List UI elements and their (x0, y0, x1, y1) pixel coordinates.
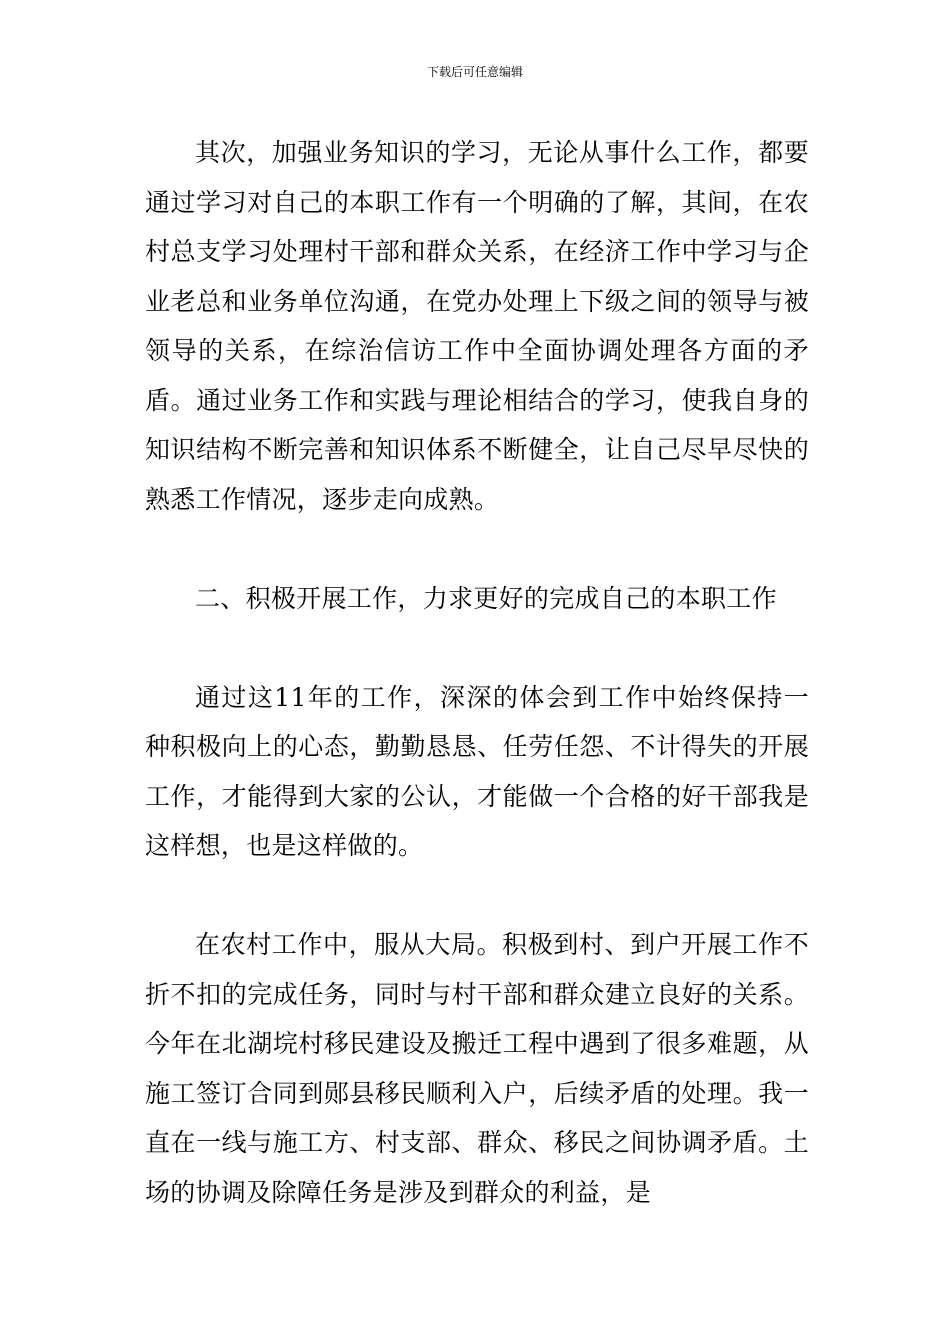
paragraph-gap (145, 623, 809, 673)
section-heading-2: 二、积极开展工作，力求更好的完成自己的本职工作 (195, 583, 777, 613)
document-body (145, 128, 809, 1217)
paragraph-rural-work: 在农村工作中，服从大局。积极到村、到户开展工作不折不扣的完成任务，同时与村干部和群众建立良好的关系。今年在北湖垸村移民建设及搬迁工程中遇到了很多难题，从施工签订合同到郧县移民顺利入户，后续矛盾的处理。我一直在一线与施工方、村支部、群众、移民之间协调矛盾。土场的协调及除障任务是涉及到群众的利益，是 (145, 930, 809, 1207)
paragraph-attitude: 通过这11年的工作，深深的体会到工作中始终保持一种积极向上的心态，勤勤恳恳、任劳任怨、不计得失的开展工作，才能得到大家的公认，才能做一个合格的好干部我是这样想，也是这样做的。 (145, 682, 809, 860)
paragraph-gap (145, 524, 809, 574)
page-header-note: 下载后可任意编辑 (426, 65, 523, 79)
paragraph-gap (145, 871, 809, 921)
paragraph-study: 其次，加强业务知识的学习，无论从事什么工作，都要通过学习对自己的本职工作有一个明确的了解，其间，在农村总支学习处理村干部和群众关系，在经济工作中学习与企业老总和业务单位沟通，在党办处理上下级之间的领导与被领导的关系，在综治信访工作中全面协调处理各方面的矛盾。通过业务工作和实践与理论相结合的学习，使我自身的知识结构不断完善和知识体系不断健全，让自己尽早尽快的熟悉工作情况，逐步走向成熟。 (145, 138, 809, 514)
